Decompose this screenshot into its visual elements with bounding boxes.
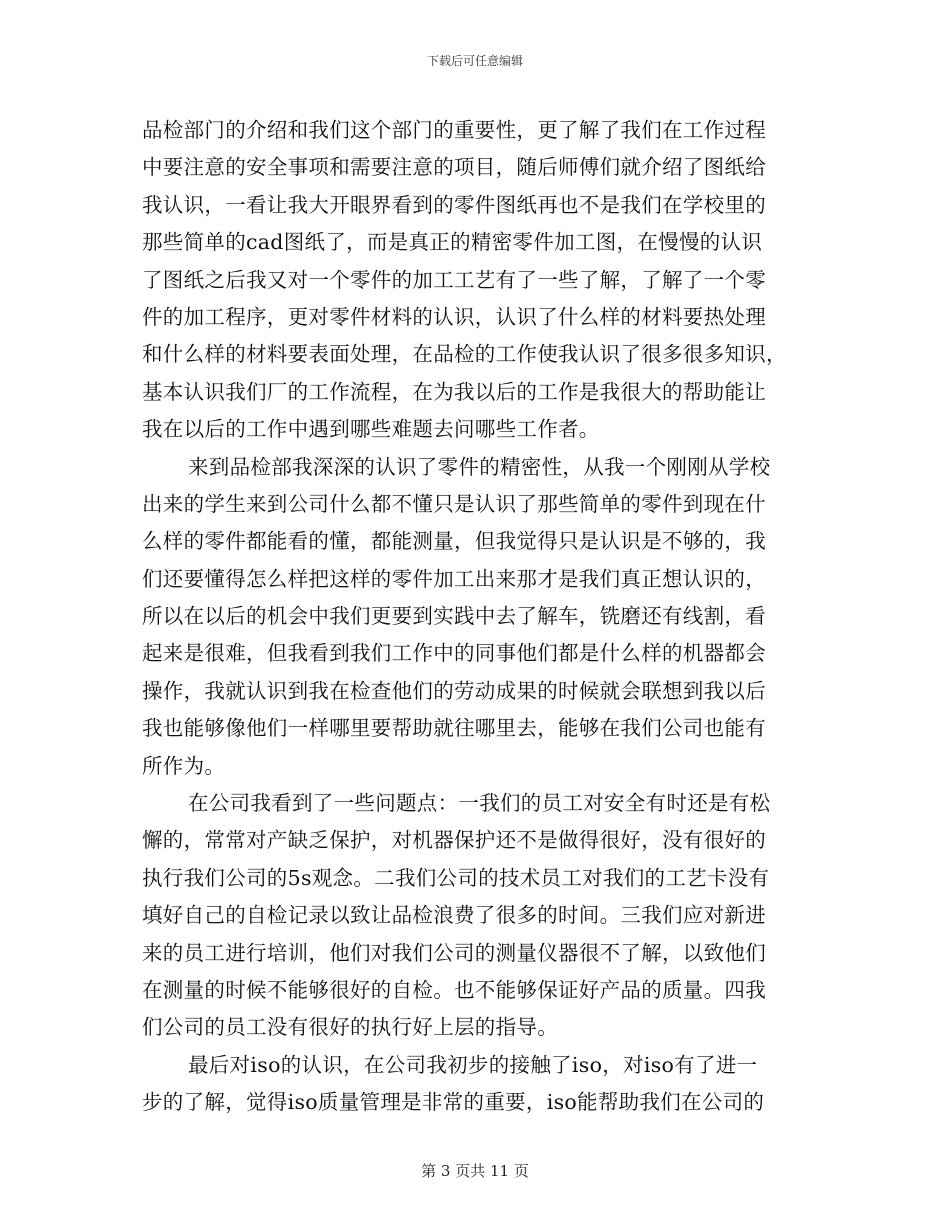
text-line: 所以在以后的机会中我们更要到实践中去了解车，铣磨还有线割，看 <box>142 604 766 629</box>
text-line: 来的员工进行培训，他们对我们公司的测量仪器很不了解，以致他们 <box>142 940 766 965</box>
text-line: 操作，我就认识到我在检查他们的劳动成果的时候就会联想到我以后 <box>142 678 766 703</box>
text-line: 所作为。 <box>142 753 226 778</box>
text-line: 执行我们公司的5s观念。二我们公司的技术员工对我们的工艺卡没有 <box>142 865 770 890</box>
page-footer: 第 3 页共 11 页 <box>421 1162 529 1180</box>
text-line: 在公司我看到了一些问题点：一我们的员工对安全有时还是有松 <box>188 791 771 816</box>
text-line: 我认识，一看让我大开眼界看到的零件图纸再也不是我们在学校里的 <box>142 192 766 217</box>
text-line: 么样的零件都能看的懂，都能测量，但我觉得只是认识是不够的，我 <box>142 529 766 554</box>
document-body <box>142 112 812 1122</box>
text-line: 起来是很难，但我看到我们工作中的同事他们都是什么样的机器都会 <box>142 641 766 666</box>
text-line: 了图纸之后我又对一个零件的加工工艺有了一些了解，了解了一个零 <box>142 267 766 292</box>
text-line: 们公司的员工没有很好的执行好上层的指导。 <box>142 1015 558 1040</box>
text-line: 们还要懂得怎么样把这样的零件加工出来那才是我们真正想认识的， <box>142 566 766 591</box>
paragraph <box>142 112 812 449</box>
text-line: 件的加工程序，更对零件材料的认识，认识了什么样的材料要热处理 <box>142 304 766 329</box>
text-line: 填好自己的自检记录以致让品检浪费了很多的时间。三我们应对新进 <box>142 903 766 928</box>
text-line: 我也能够像他们一样哪里要帮助就往哪里去，能够在我们公司也能有 <box>142 716 766 741</box>
text-line: 来到品检部我深深的认识了零件的精密性，从我一个刚刚从学校 <box>188 454 771 479</box>
text-line: 和什么样的材料要表面处理，在品检的工作使我认识了很多很多知识， <box>142 342 787 367</box>
text-line: 品检部门的介绍和我们这个部门的重要性，更了解了我们在工作过程 <box>142 118 766 142</box>
text-line: 基本认识我们厂的工作流程，在为我以后的工作是我很大的帮助能让 <box>142 379 766 404</box>
text-line: 我在以后的工作中遇到哪些难题去问哪些工作者。 <box>142 417 600 442</box>
page-header: 下载后可任意编辑 <box>426 54 523 68</box>
paragraph <box>142 449 812 786</box>
text-line: 懈的，常常对产缺乏保护，对机器保护还不是做得很好，没有很好的 <box>142 828 766 853</box>
paragraph <box>142 1047 812 1122</box>
text-line: 最后对iso的认识，在公司我初步的接触了iso，对iso有了进一 <box>188 1052 758 1077</box>
text-line: 在测量的时候不能够很好的自检。也不能够保证好产品的质量。四我 <box>142 977 766 1002</box>
text-line: 那些简单的cad图纸了，而是真正的精密零件加工图，在慢慢的认识 <box>142 230 763 255</box>
text-line: 中要注意的安全事项和需要注意的项目，随后师傅们就介绍了图纸给 <box>142 155 766 180</box>
text-line: 出来的学生来到公司什么都不懂只是认识了那些简单的零件到现在什 <box>142 491 766 516</box>
paragraph <box>142 785 812 1047</box>
text-line: 步的了解，觉得iso质量管理是非常的重要，iso能帮助我们在公司的 <box>142 1090 765 1115</box>
